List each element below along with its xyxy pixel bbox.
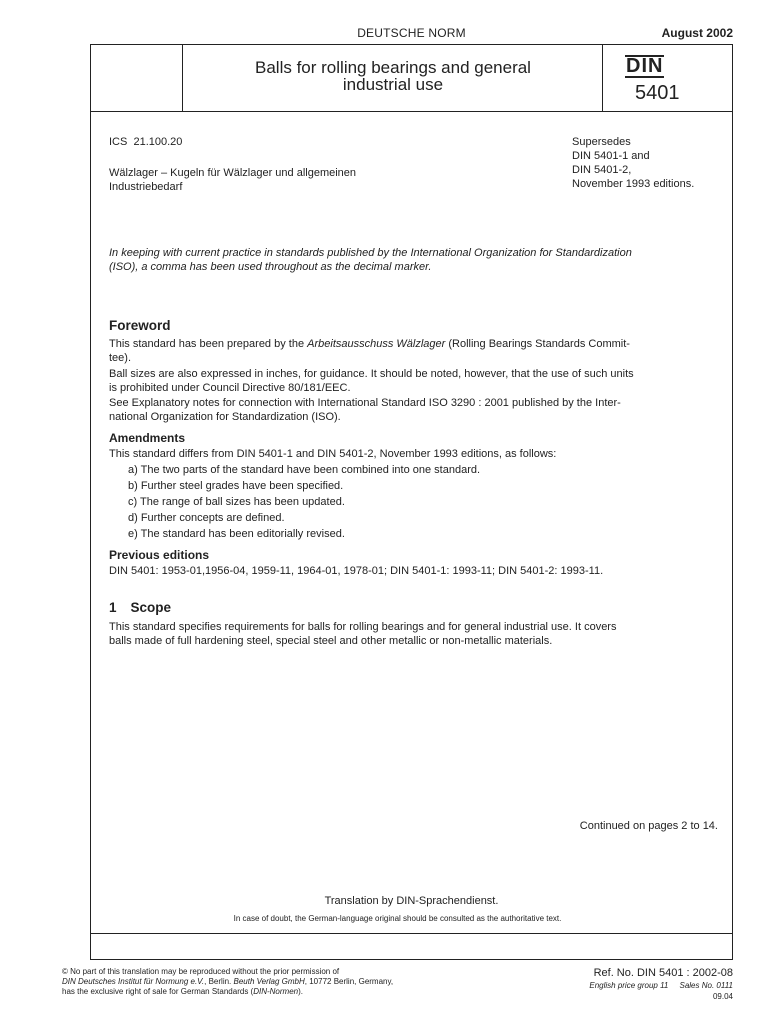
foreword-text: This standard has been prepared by the	[109, 338, 308, 350]
reference-number: Ref. No. DIN 5401 : 2002-08	[593, 967, 733, 979]
issue-date: August 2002	[661, 26, 733, 40]
foreword-text: (Rolling Bearings Standards Commit-	[445, 338, 630, 350]
supersedes-line: Supersedes	[572, 136, 631, 148]
copyright-text: ).	[298, 987, 303, 996]
foreword-text: tee).	[109, 352, 132, 364]
supersedes-block	[572, 135, 742, 191]
continued-note: Continued on pages 2 to 14.	[579, 820, 718, 832]
din-normen-term: DIN-Normen	[253, 987, 299, 996]
price-group: English price group 11 Sales No. 0111	[589, 981, 733, 990]
amendment-item: b) Further steel grades have been specified.	[128, 480, 344, 492]
din-number-cell	[602, 45, 732, 111]
standard-number: 5401	[635, 82, 680, 104]
copyright-text: has the exclusive right of sale for German Standards (	[62, 987, 254, 996]
previous-editions-heading: Previous editions	[109, 548, 210, 562]
ics-label: ICS	[109, 136, 128, 148]
beuth-verlag-name: Beuth Verlag GmbH	[233, 977, 305, 986]
scope-title: Scope	[130, 600, 172, 615]
foreword-heading: Foreword	[109, 318, 171, 333]
bottom-separator	[91, 933, 732, 934]
copyright-line	[62, 977, 502, 987]
foreword-paragraph-3	[109, 396, 719, 424]
german-title	[109, 166, 409, 194]
din-logo: DIN	[626, 55, 664, 77]
scope-text: balls made of full hardening steel, special steel and other metallic or non-metallic materials.	[109, 635, 553, 647]
previous-editions-text: DIN 5401: 1953-01,1956-04, 1959-11, 1964-01, 1978-01; DIN 5401-1: 1993-11; DIN 5401-2: 1993-11.	[109, 565, 604, 577]
note-line-1: In keeping with current practice in standards published by the International Organization for Standardization	[109, 247, 632, 259]
print-code: 09.04	[712, 992, 733, 1001]
foreword-text: Ball sizes are also expressed in inches, for guidance. It should be noted, however, that the use of such units	[109, 368, 634, 380]
amendment-item: a) The two parts of the standard have been combined into one standard.	[128, 464, 481, 476]
german-title-line-2: Industriebedarf	[109, 181, 183, 193]
committee-name: Arbeitsausschuss Wälzlager	[307, 338, 446, 350]
supersedes-line: DIN 5401-2,	[572, 164, 632, 176]
supersedes-line: November 1993 editions.	[572, 178, 695, 190]
din-institute-name: DIN Deutsches Institut für Normung e.V.	[62, 977, 205, 986]
amendments-heading: Amendments	[109, 431, 186, 445]
foreword-text: See Explanatory notes for connection with International Standard ISO 3290 : 2001 published by the Inter-	[109, 397, 621, 409]
scope-paragraph	[109, 620, 719, 648]
authoritative-text-note: In case of doubt, the German-language original should be consulted as the authoritative text.	[233, 914, 562, 923]
amendment-item: e) The standard has been editorially revised.	[128, 528, 345, 540]
amendment-item: c) The range of ball sizes has been updated.	[128, 496, 345, 508]
supersedes-line: DIN 5401-1 and	[572, 150, 650, 162]
ics-value: 21.100.20	[133, 136, 183, 148]
ics-code	[109, 135, 182, 149]
foreword-paragraph-2	[109, 367, 719, 395]
document-title	[183, 59, 603, 93]
copyright-notice	[62, 967, 502, 997]
copyright-line	[62, 987, 502, 997]
copyright-line: © No part of this translation may be reproduced without the prior permission of	[62, 967, 340, 976]
norm-label: DEUTSCHE NORM	[357, 26, 466, 40]
scope-heading	[109, 600, 171, 615]
title-line-2: industrial use	[342, 75, 444, 94]
decimal-marker-note	[109, 246, 719, 274]
title-row	[91, 45, 732, 112]
amendment-item: d) Further concepts are defined.	[128, 512, 285, 524]
foreword-text: is prohibited under Council Directive 80/181/EEC.	[109, 382, 351, 394]
copyright-text: , 10772 Berlin, Germany,	[304, 977, 394, 986]
title-line-1: Balls for rolling bearings and general	[255, 58, 531, 77]
scope-text: This standard specifies requirements for balls for rolling bearings and for general industrial use. It covers	[109, 621, 617, 633]
amendments-intro: This standard differs from DIN 5401-1 and DIN 5401-2, November 1993 editions, as follows:	[109, 448, 557, 460]
note-line-2: (ISO), a comma has been used throughout as the decimal marker.	[109, 261, 432, 273]
title-left-cell	[91, 45, 183, 111]
foreword-paragraph-1	[109, 337, 719, 365]
copyright-text: , Berlin.	[204, 977, 234, 986]
translation-credit: Translation by DIN-Sprachendienst.	[324, 895, 499, 907]
foreword-text: national Organization for Standardization (ISO).	[109, 411, 341, 423]
german-title-line-1: Wälzlager – Kugeln für Wälzlager und allgemeinen	[109, 167, 357, 179]
scope-number: 1	[109, 600, 117, 615]
